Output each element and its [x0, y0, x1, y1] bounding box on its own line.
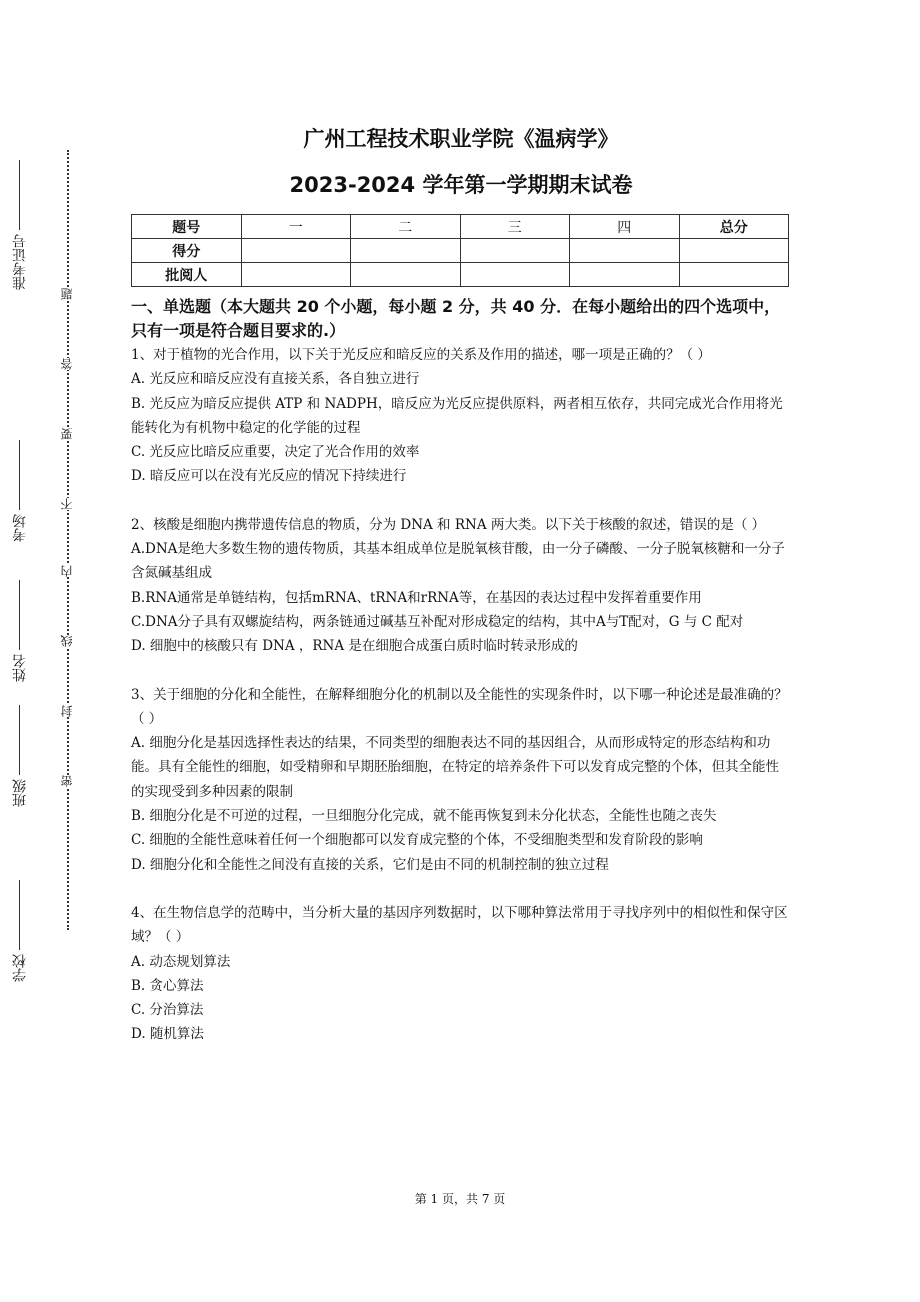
- seal-char: 要: [58, 428, 78, 440]
- ticket-number-field: 准考证号: [10, 160, 50, 290]
- reviewer-cell: [679, 263, 789, 287]
- seal-char: 不: [58, 498, 78, 510]
- seal-char: 线: [58, 635, 78, 647]
- reviewer-cell: [460, 263, 570, 287]
- header-cell: 题号: [132, 215, 242, 239]
- name-field: 姓名: [10, 580, 50, 682]
- class-field: 班级: [10, 705, 50, 807]
- question-3: [131, 683, 791, 877]
- exam-subtitle: 2023-2024 学年第一学期期末试卷: [289, 173, 633, 197]
- exam-title: 广州工程技术职业学院《温病学》: [303, 127, 619, 151]
- page-footer: 第 1 页，共 7 页: [414, 1192, 506, 1206]
- score-cell: [241, 239, 351, 263]
- seal-dotted-line: [67, 150, 69, 930]
- option-b: B. 贪心算法: [131, 977, 204, 994]
- option-d: D. 随机算法: [131, 1026, 204, 1043]
- option-d: D. 暗反应可以在没有光反应的情况下持续进行: [131, 468, 407, 485]
- header-cell: 三: [460, 215, 570, 239]
- option-c: C.DNA分子具有双螺旋结构，两条链通过碱基互补配对形成稳定的结构，其中A与T配对，G 与 C 配对: [131, 613, 744, 630]
- score-cell: [679, 239, 789, 263]
- option-b: B. 光反应为暗反应提供 ATP 和 NADPH，暗反应为光反应提供原料，两者相互依存，共同完成光合作用将光能转化为有机物中稳定的化学能的过程: [131, 395, 783, 436]
- score-row: [132, 239, 789, 263]
- score-table: [131, 214, 789, 287]
- seal-char: 密: [58, 775, 78, 787]
- option-c: C. 光反应比暗反应重要，决定了光合作用的效率: [131, 444, 420, 461]
- option-a: A. 细胞分化是基因选择性表达的结果，不同类型的细胞表达不同的基因组合，从而形成特定的形态结构和功能。具有全能性的细胞，如受精卵和早期胚胎细胞，在特定的培养条件下可以发育成完整的个体，但其全能性的实现受到多种因素的限制: [131, 735, 779, 800]
- option-c: C. 细胞的全能性意味着任何一个细胞都可以发育成完整的个体，不受细胞类型和发育阶段的影响: [131, 832, 703, 849]
- question-stem: 4、在生物信息学的范畴中，当分析大量的基因序列数据时，以下哪种算法常用于寻找序列中的相似性和保守区域？（ ）: [131, 904, 788, 946]
- reviewer-cell: [570, 263, 680, 287]
- option-c: C. 分治算法: [131, 1002, 204, 1019]
- question-4: [131, 901, 791, 1047]
- option-b: B.RNA通常是单链结构，包括mRNA、tRNA和rRNA等，在基因的表达过程中发挥着重要作用: [131, 589, 702, 606]
- option-a: A.DNA是绝大多数生物的遗传物质，其基本组成单位是脱氧核苷酸，由一分子磷酸、一分子脱氧核糖和一分子含氮碱基组成: [131, 541, 785, 582]
- row-label: 批阅人: [132, 263, 242, 287]
- header-cell: 二: [351, 215, 461, 239]
- header-cell: 总分: [679, 215, 789, 239]
- section-heading: 一、单选题（本大题共 20 个小题，每小题 2 分，共 40 分．在每小题给出的四个选项中，只有一项是符合题目要求的.）: [131, 297, 781, 340]
- score-cell: [351, 239, 461, 263]
- binding-margin: [0, 0, 90, 1302]
- question-stem: 2、核酸是细胞内携带遗传信息的物质，分为 DNA 和 RNA 两大类。以下关于核酸的叙述，错误的是（ ）: [131, 516, 766, 533]
- row-label: 得分: [132, 239, 242, 263]
- score-table-header: [132, 215, 789, 239]
- seal-char: 题: [58, 288, 78, 300]
- option-d: D. 细胞分化和全能性之间没有直接的关系，它们是由不同的机制控制的独立过程: [131, 856, 609, 873]
- seal-char: 封: [58, 705, 78, 717]
- option-d: D. 细胞中的核酸只有 DNA ，RNA 是在细胞合成蛋白质时临时转录形成的: [131, 638, 578, 655]
- seal-char: 答: [58, 358, 78, 370]
- score-cell: [570, 239, 680, 263]
- exam-room-field: 考场: [10, 440, 50, 542]
- question-1: [131, 343, 791, 489]
- score-cell: [460, 239, 570, 263]
- option-a: A. 光反应和暗反应没有直接关系，各自独立进行: [131, 371, 420, 388]
- header-cell: 四: [570, 215, 680, 239]
- reviewer-cell: [241, 263, 351, 287]
- question-stem: 1、对于植物的光合作用，以下关于光反应和暗反应的关系及作用的描述，哪一项是正确的？（ ）: [131, 347, 711, 363]
- question-stem: 3、关于细胞的分化和全能性，在解释细胞分化的机制以及全能性的实现条件时，以下哪一种论述是最准确的？（ ）: [131, 686, 788, 727]
- seal-char: 内: [58, 565, 78, 577]
- reviewer-cell: [351, 263, 461, 287]
- question-2: [131, 513, 791, 659]
- option-b: B. 细胞分化是不可逆的过程，一旦细胞分化完成，就不能再恢复到未分化状态，全能性也随之丧失: [131, 808, 717, 825]
- header-cell: 一: [241, 215, 351, 239]
- exam-page: [131, 118, 791, 1047]
- reviewer-row: [132, 263, 789, 287]
- school-field: 学校: [10, 880, 50, 982]
- option-a: A. 动态规划算法: [131, 953, 231, 970]
